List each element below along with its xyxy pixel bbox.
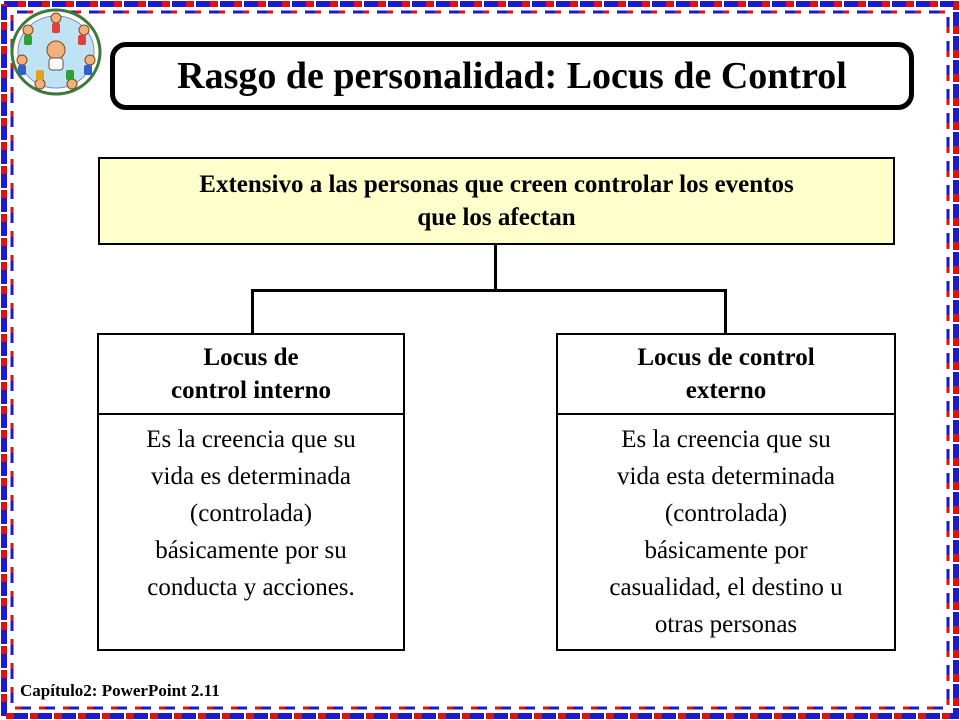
external-locus-description xyxy=(558,415,894,643)
connector-vertical-top xyxy=(494,245,497,291)
internal-locus-box xyxy=(97,333,405,651)
external-desc-line: (controlada) xyxy=(664,500,788,527)
connector-horizontal xyxy=(251,289,727,292)
internal-desc-line: Es la creencia que su xyxy=(146,426,356,453)
external-header-line-1: Locus de control xyxy=(637,344,815,371)
title-box xyxy=(110,42,914,110)
internal-locus-header xyxy=(99,335,403,415)
external-desc-line: vida esta determinada xyxy=(617,463,835,490)
external-locus-header xyxy=(558,335,894,415)
external-desc-line: básicamente por xyxy=(644,537,808,564)
external-desc-line: casualidad, el destino u xyxy=(609,574,843,601)
top-concept-line-2: que los afectan xyxy=(417,204,576,231)
external-locus-box xyxy=(556,333,896,651)
external-desc-line: otras personas xyxy=(654,611,798,638)
internal-desc-line: vida es determinada xyxy=(151,463,351,490)
internal-header-line-2: control interno xyxy=(171,377,331,404)
people-circle-logo-icon xyxy=(4,4,104,96)
internal-desc-line: básicamente por su xyxy=(155,537,347,564)
external-header-line-2: externo xyxy=(685,377,767,404)
connector-vertical-right xyxy=(724,289,727,333)
internal-header-line-1: Locus de xyxy=(203,344,299,371)
footer-caption: Capítulo2: PowerPoint 2.11 xyxy=(20,681,220,700)
slide-title: Rasgo de personalidad: Locus de Control xyxy=(177,55,847,97)
internal-desc-line: (controlada) xyxy=(189,500,313,527)
internal-locus-description xyxy=(99,415,403,606)
top-concept-box xyxy=(98,157,895,245)
top-concept-line-1: Extensivo a las personas que creen controlar los eventos xyxy=(199,171,794,198)
external-desc-line: Es la creencia que su xyxy=(621,426,831,453)
internal-desc-line: conducta y acciones. xyxy=(147,574,355,601)
connector-vertical-left xyxy=(251,289,254,333)
